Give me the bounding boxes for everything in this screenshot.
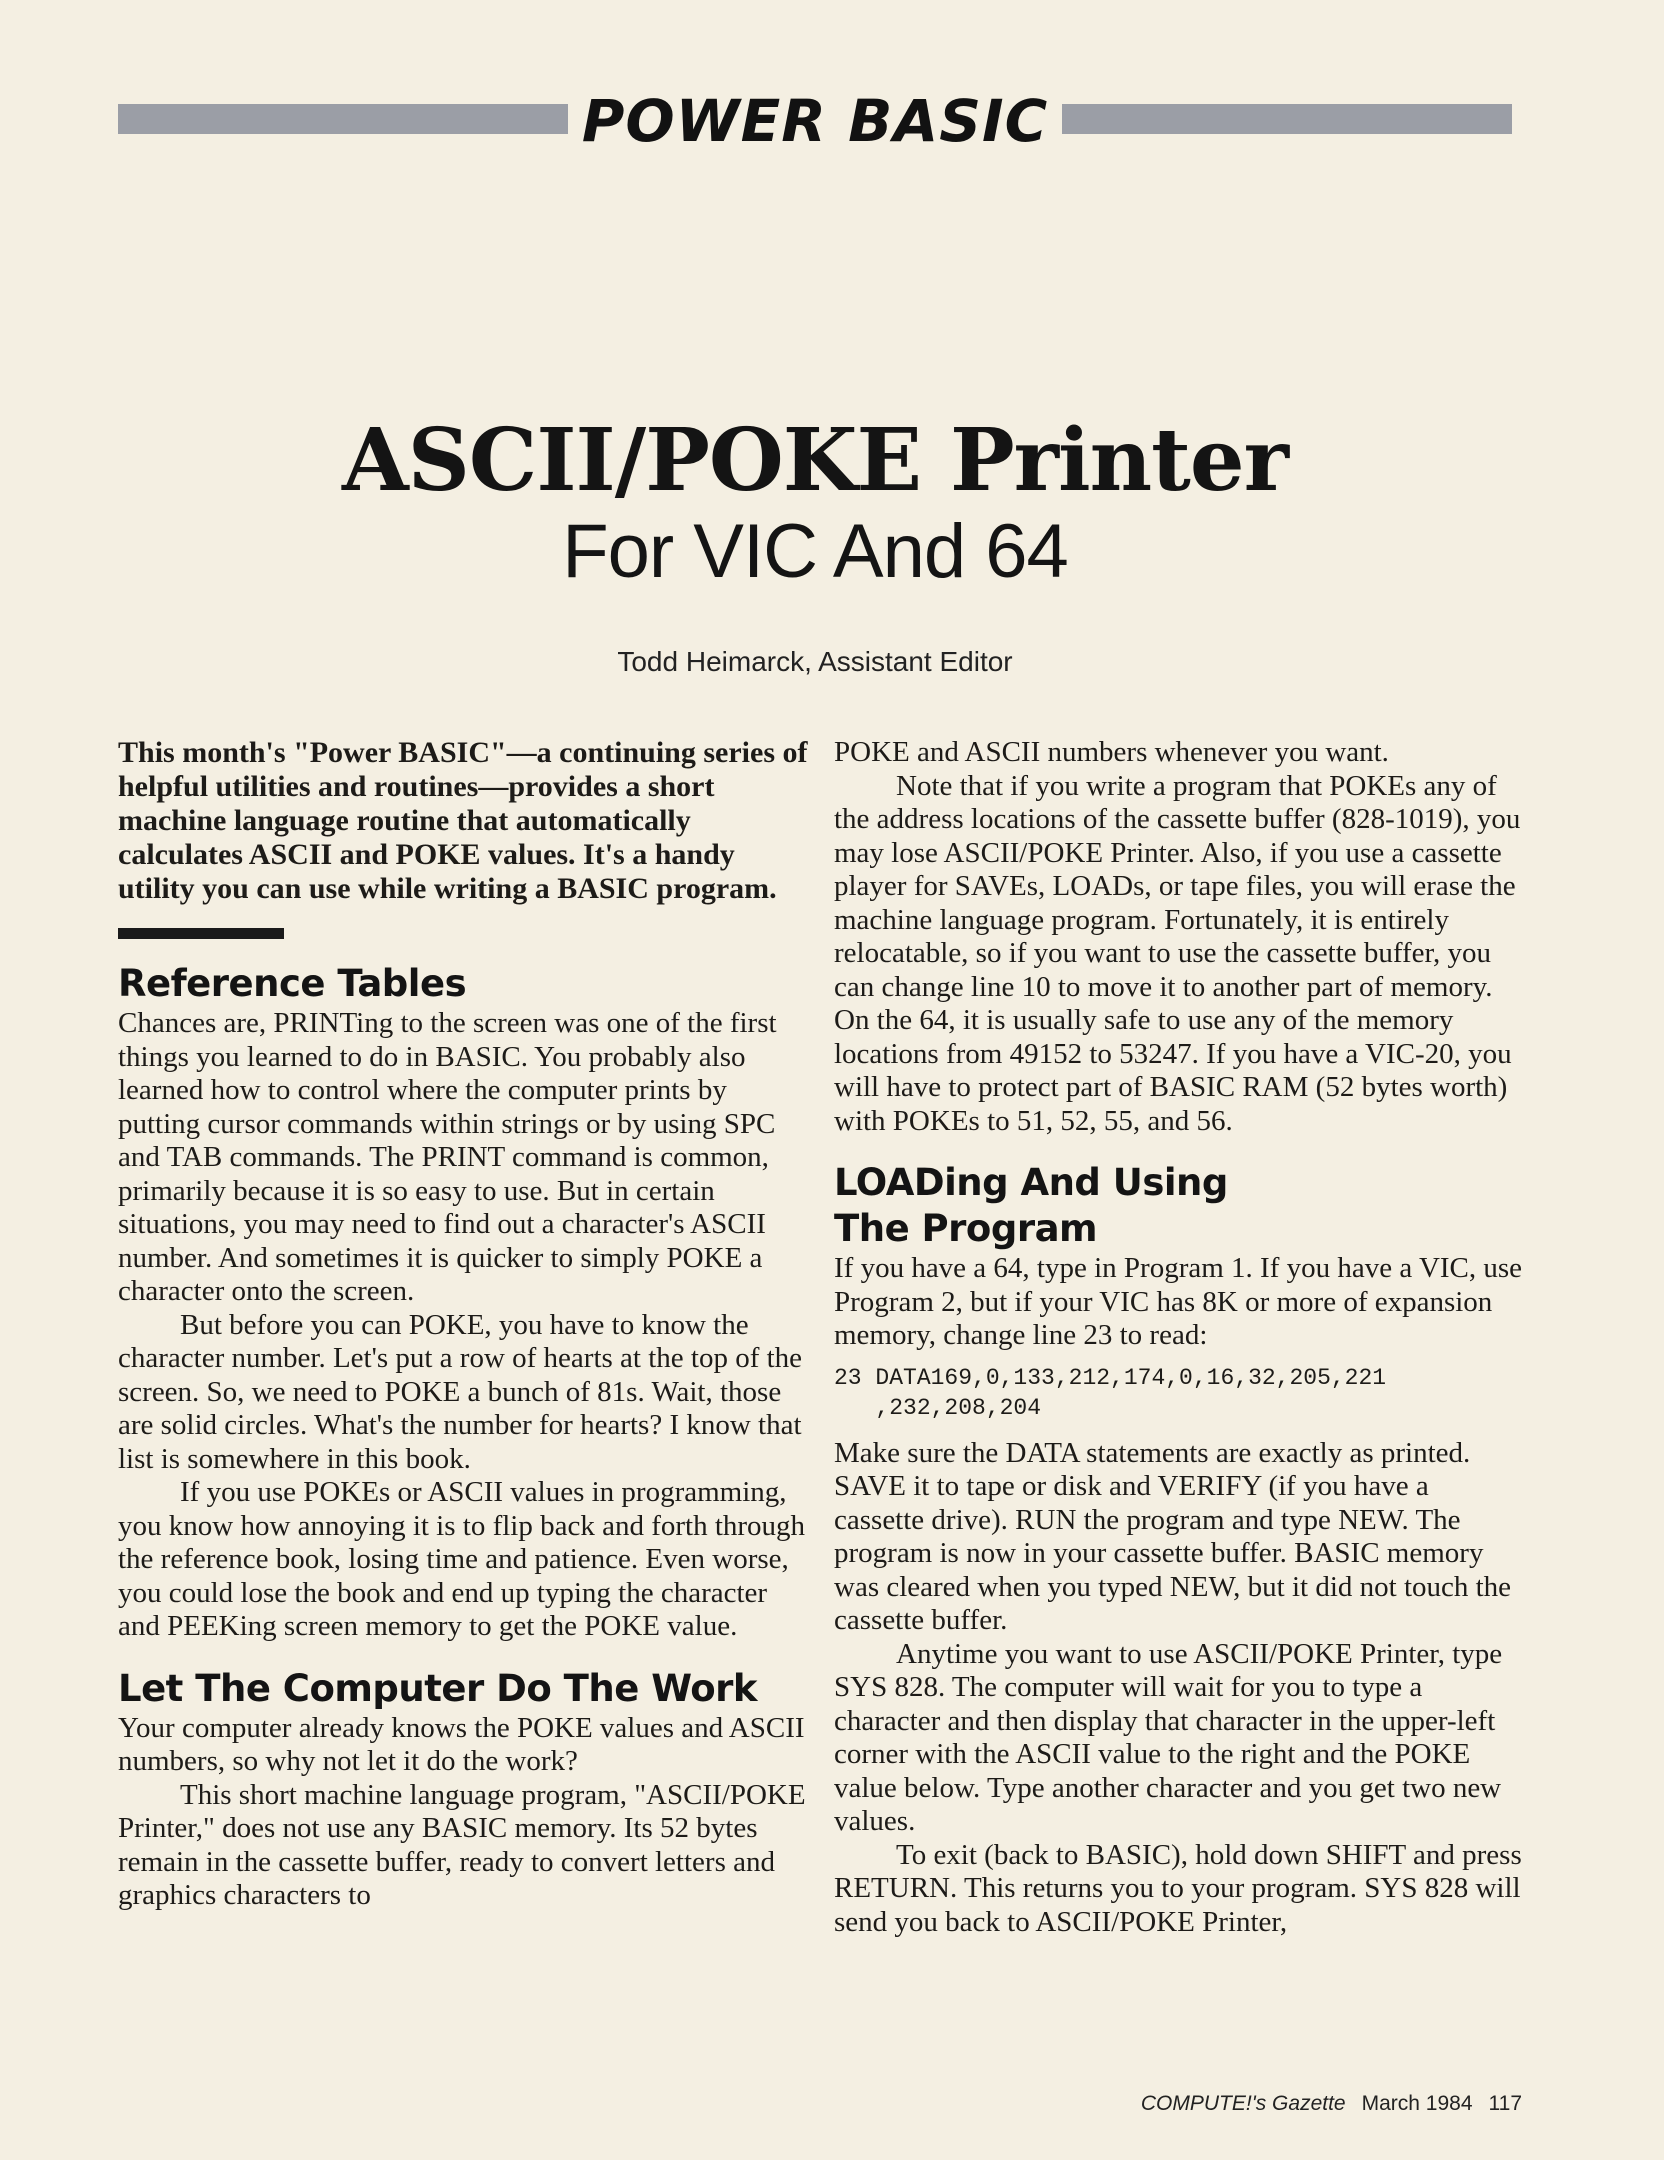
- paragraph: Anytime you want to use ASCII/POKE Printer, type SYS 828. The computer will wait for you to type a character and then display that character in the upper-left corner with the ASCII value to the right and the POKE value below. Type another character and you get two new values.: [834, 1637, 1503, 1837]
- section-banner-label: POWER BASIC: [568, 87, 1062, 155]
- article-subtitle: For VIC And 64: [562, 509, 1068, 594]
- left-column: [118, 736, 808, 1913]
- article-deck: This month's "Power BASIC"—a continuing series of helpful utilities and routines—provides a short machine language routine that automatically calculates ASCII and POKE values. It's a handy utility you can use while writing a BASIC program.: [118, 736, 808, 905]
- footer-magazine: COMPUTE!'s Gazette: [1140, 2092, 1346, 2115]
- paragraph: Chances are, PRINTing to the screen was one of the first things you learned to do in BASIC. You probably also learned how to control where the computer prints by putting cursor commands within strings or by using SPC and TAB commands. The PRINT command is common, primarily because it is so easy to use. But in certain situations, you may need to find out a character's ASCII number. And sometimes it is quicker to simply POKE a character onto the screen.: [118, 1007, 777, 1307]
- footer-date: March 1984: [1361, 2092, 1473, 2115]
- paragraph: This short machine language program, "ASCII/POKE Printer," does not use any BASIC memory. Its 52 bytes remain in the cassette buffer, ready to convert letters and graphics characters to: [118, 1778, 806, 1911]
- code-listing: 23 DATA169,0,133,212,174,0,16,32,205,221 ,232,208,204: [834, 1364, 1387, 1421]
- paragraph: POKE and ASCII numbers whenever you want.: [834, 736, 1389, 768]
- page-number: 117: [1488, 2092, 1522, 2115]
- article-title: ASCII/POKE Printer: [342, 410, 1288, 511]
- paragraph: If you have a 64, type in Program 1. If you have a VIC, use Program 2, but if your VIC has 8K or more of expansion memory, change line 23 to read:: [834, 1252, 1523, 1351]
- byline: Todd Heimarck, Assistant Editor: [617, 646, 1013, 677]
- right-column: [834, 736, 1524, 1939]
- heading-loading-and-using: LOADing And Using The Program: [834, 1161, 1228, 1250]
- paragraph: Note that if you write a program that POKEs any of the address locations of the cassette buffer (828-1019), you may lose ASCII/POKE Printer. Also, if you use a cassette player for SAVEs, LOADs, or tape files, you will erase the machine language program. Fortunately, it is entirely relocatable, so if you want to use the cassette buffer, you can change line 10 to move it to another part of memory. On the 64, it is usually safe to use any of the memory locations from 49152 to 53247. If you have a VIC-20, you will have to protect part of BASIC RAM (52 bytes worth) with POKEs to 51, 52, 55, and 56.: [834, 769, 1521, 1137]
- section-rule: [118, 928, 284, 939]
- heading-reference-tables: Reference Tables: [118, 962, 467, 1005]
- section-banner: [0, 87, 1630, 155]
- heading-let-the-computer: Let The Computer Do The Work: [118, 1666, 757, 1710]
- paragraph: Make sure the DATA statements are exactly as printed. SAVE it to tape or disk and VERIFY (if you have a cassette drive). RUN the program and type NEW. The program is now in your cassette buffer. BASIC memory was cleared when you typed NEW, but it did not touch the cassette buffer.: [834, 1436, 1512, 1636]
- page-footer: [1141, 2092, 1522, 2116]
- paragraph: Your computer already knows the POKE values and ASCII numbers, so why not let it do the work?: [118, 1711, 805, 1777]
- paragraph: If you use POKEs or ASCII values in programming, you know how annoying it is to flip back and forth through the reference book, losing time and patience. Even worse, you could lose the book and end up typing the character and PEEKing screen memory to get the POKE value.: [118, 1476, 806, 1642]
- paragraph: To exit (back to BASIC), hold down SHIFT and press RETURN. This returns you to your program. SYS 828 will send you back to ASCII/POKE Printer,: [834, 1838, 1522, 1938]
- paragraph: But before you can POKE, you have to know the character number. Let's put a row of hearts at the top of the screen. So, we need to POKE a bunch of 81s. Wait, those are solid circles. What's the number for hearts? I know that list is somewhere in this book.: [118, 1308, 803, 1475]
